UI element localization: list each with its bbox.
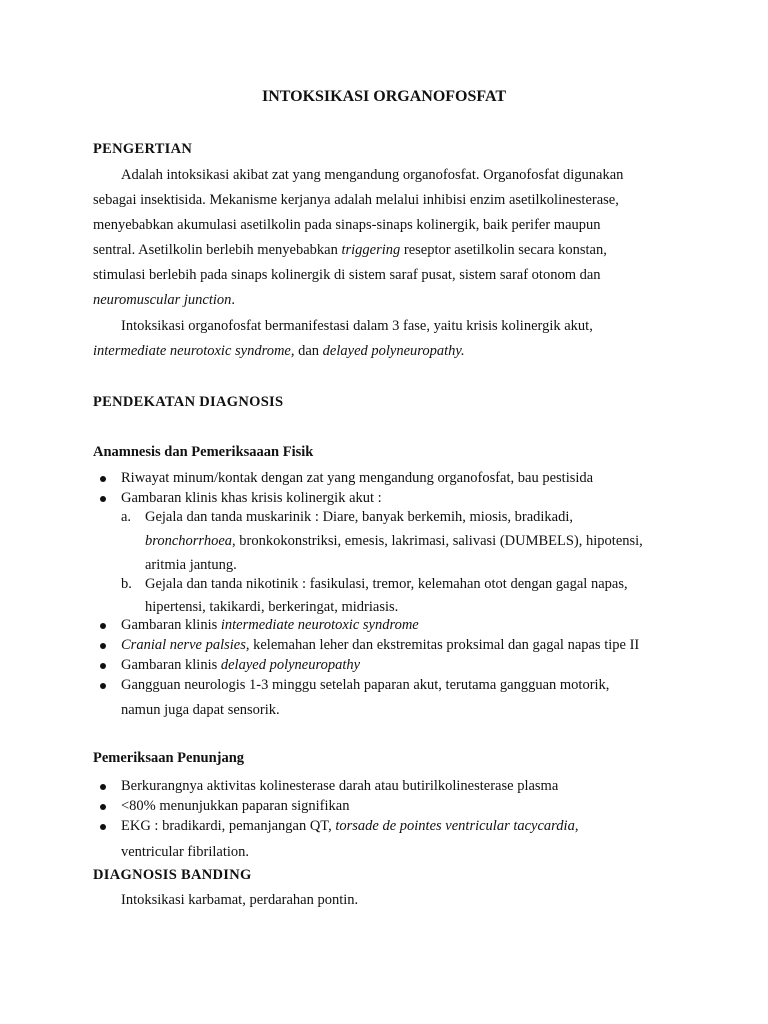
section-heading-banding: DIAGNOSIS BANDING [93, 867, 252, 883]
bullet-icon [100, 476, 106, 482]
bullet-icon [100, 663, 106, 669]
bullet-icon [100, 824, 106, 830]
emphasis-term: bronchorrhoea [145, 533, 232, 549]
anamnesis-sub-b-line-2: hipertensi, takikardi, berkeringat, midriasis. [145, 599, 399, 615]
emphasis-term: Cranial nerve palsies [121, 637, 246, 653]
pengertian-line-2: sebagai insektisida. Mekanisme kerjanya adalah melalui inhibisi enzim asetilkolinesterase, [93, 192, 619, 208]
text-span: EKG : bradikardi, pemanjangan QT, [121, 818, 336, 834]
pengertian-line-1: Adalah intoksikasi akibat zat yang mengandung organofosfat. Organofosfat digunakan [121, 167, 624, 183]
emphasis-term: neuromuscular junction [93, 292, 232, 308]
penunjang-bullet-3-line-2: ventricular fibrilation. [121, 844, 250, 860]
anamnesis-bullet-5 [121, 657, 360, 674]
section-heading-pendekatan: PENDEKATAN DIAGNOSIS [93, 394, 284, 410]
bullet-icon [100, 683, 106, 689]
text-span: . [231, 292, 236, 308]
text-span: Gambaran klinis [121, 657, 221, 673]
anamnesis-bullet-2: Gambaran klinis khas krisis kolinergik akut : [121, 490, 382, 506]
pengertian-p2-line-2 [93, 343, 465, 360]
text-span: , bronkokonstriksi, emesis, lakrimasi, salivasi (DUMBELS), hipotensi, [232, 533, 643, 549]
bullet-icon [100, 496, 106, 502]
pengertian-line-6 [93, 292, 235, 309]
text-span: sentral. Asetilkolin berlebih menyebabkan [93, 242, 342, 258]
penunjang-bullet-1: Berkurangnya aktivitas kolinesterase darah atau butirilkolinesterase plasma [121, 778, 559, 794]
emphasis-term: torsade de pointes ventricular tacycardia, [335, 818, 579, 834]
emphasis-term: delayed polyneuropathy. [322, 343, 465, 359]
anamnesis-bullet-6-line-1: Gangguan neurologis 1-3 minggu setelah paparan akut, terutama gangguan motorik, [121, 677, 610, 693]
subheading-penunjang: Pemeriksaan Penunjang [93, 750, 245, 766]
list-marker-a: a. [121, 509, 132, 525]
anamnesis-bullet-6-line-2: namun juga dapat sensorik. [121, 702, 280, 718]
emphasis-term: intermediate neurotoxic syndrome, [93, 343, 295, 359]
banding-text: Intoksikasi karbamat, perdarahan pontin. [121, 892, 359, 908]
penunjang-bullet-3-line-1 [121, 818, 578, 835]
anamnesis-sub-a-line-3: aritmia jantung. [145, 557, 237, 573]
bullet-icon [100, 643, 106, 649]
document-title: INTOKSIKASI ORGANOFOSFAT [261, 88, 507, 105]
subheading-anamnesis: Anamnesis dan Pemeriksaaan Fisik [93, 444, 314, 460]
anamnesis-bullet-1: Riwayat minum/kontak dengan zat yang mengandung organofosfat, bau pestisida [121, 470, 594, 486]
bullet-icon [100, 623, 106, 629]
emphasis-term: triggering [341, 242, 401, 258]
emphasis-term: intermediate neurotoxic syndrome [220, 617, 419, 633]
text-span: Gambaran klinis [121, 617, 221, 633]
text-span: reseptor asetilkolin secara konstan, [400, 242, 607, 258]
pengertian-p2-line-1: Intoksikasi organofosfat bermanifestasi dalam 3 fase, yaitu krisis kolinergik akut, [121, 318, 593, 334]
pengertian-line-5: stimulasi berlebih pada sinaps kolinergik di sistem saraf pusat, sistem saraf otonom dan [93, 267, 601, 283]
bullet-icon [100, 784, 106, 790]
section-heading-pengertian: PENGERTIAN [93, 141, 193, 157]
text-span: dan [294, 343, 323, 359]
anamnesis-bullet-4 [121, 637, 639, 654]
text-span: , kelemahan leher dan ekstremitas proksimal dan gagal napas tipe II [245, 637, 640, 653]
list-marker-b: b. [121, 576, 132, 592]
pengertian-line-4 [93, 242, 607, 259]
anamnesis-sub-b-line-1: Gejala dan tanda nikotinik : fasikulasi, tremor, kelemahan otot dengan gagal napas, [145, 576, 628, 592]
emphasis-term: delayed polyneuropathy [220, 657, 361, 673]
penunjang-bullet-2: <80% menunjukkan paparan signifikan [121, 798, 350, 814]
anamnesis-sub-a-line-1: Gejala dan tanda muskarinik : Diare, banyak berkemih, miosis, bradikadi, [145, 509, 574, 525]
anamnesis-bullet-3 [121, 617, 419, 634]
bullet-icon [100, 804, 106, 810]
anamnesis-sub-a-line-2 [145, 533, 643, 550]
pengertian-line-3: menyebabkan akumulasi asetilkolin pada sinaps-sinaps kolinergik, baik perifer maupun [93, 217, 601, 233]
